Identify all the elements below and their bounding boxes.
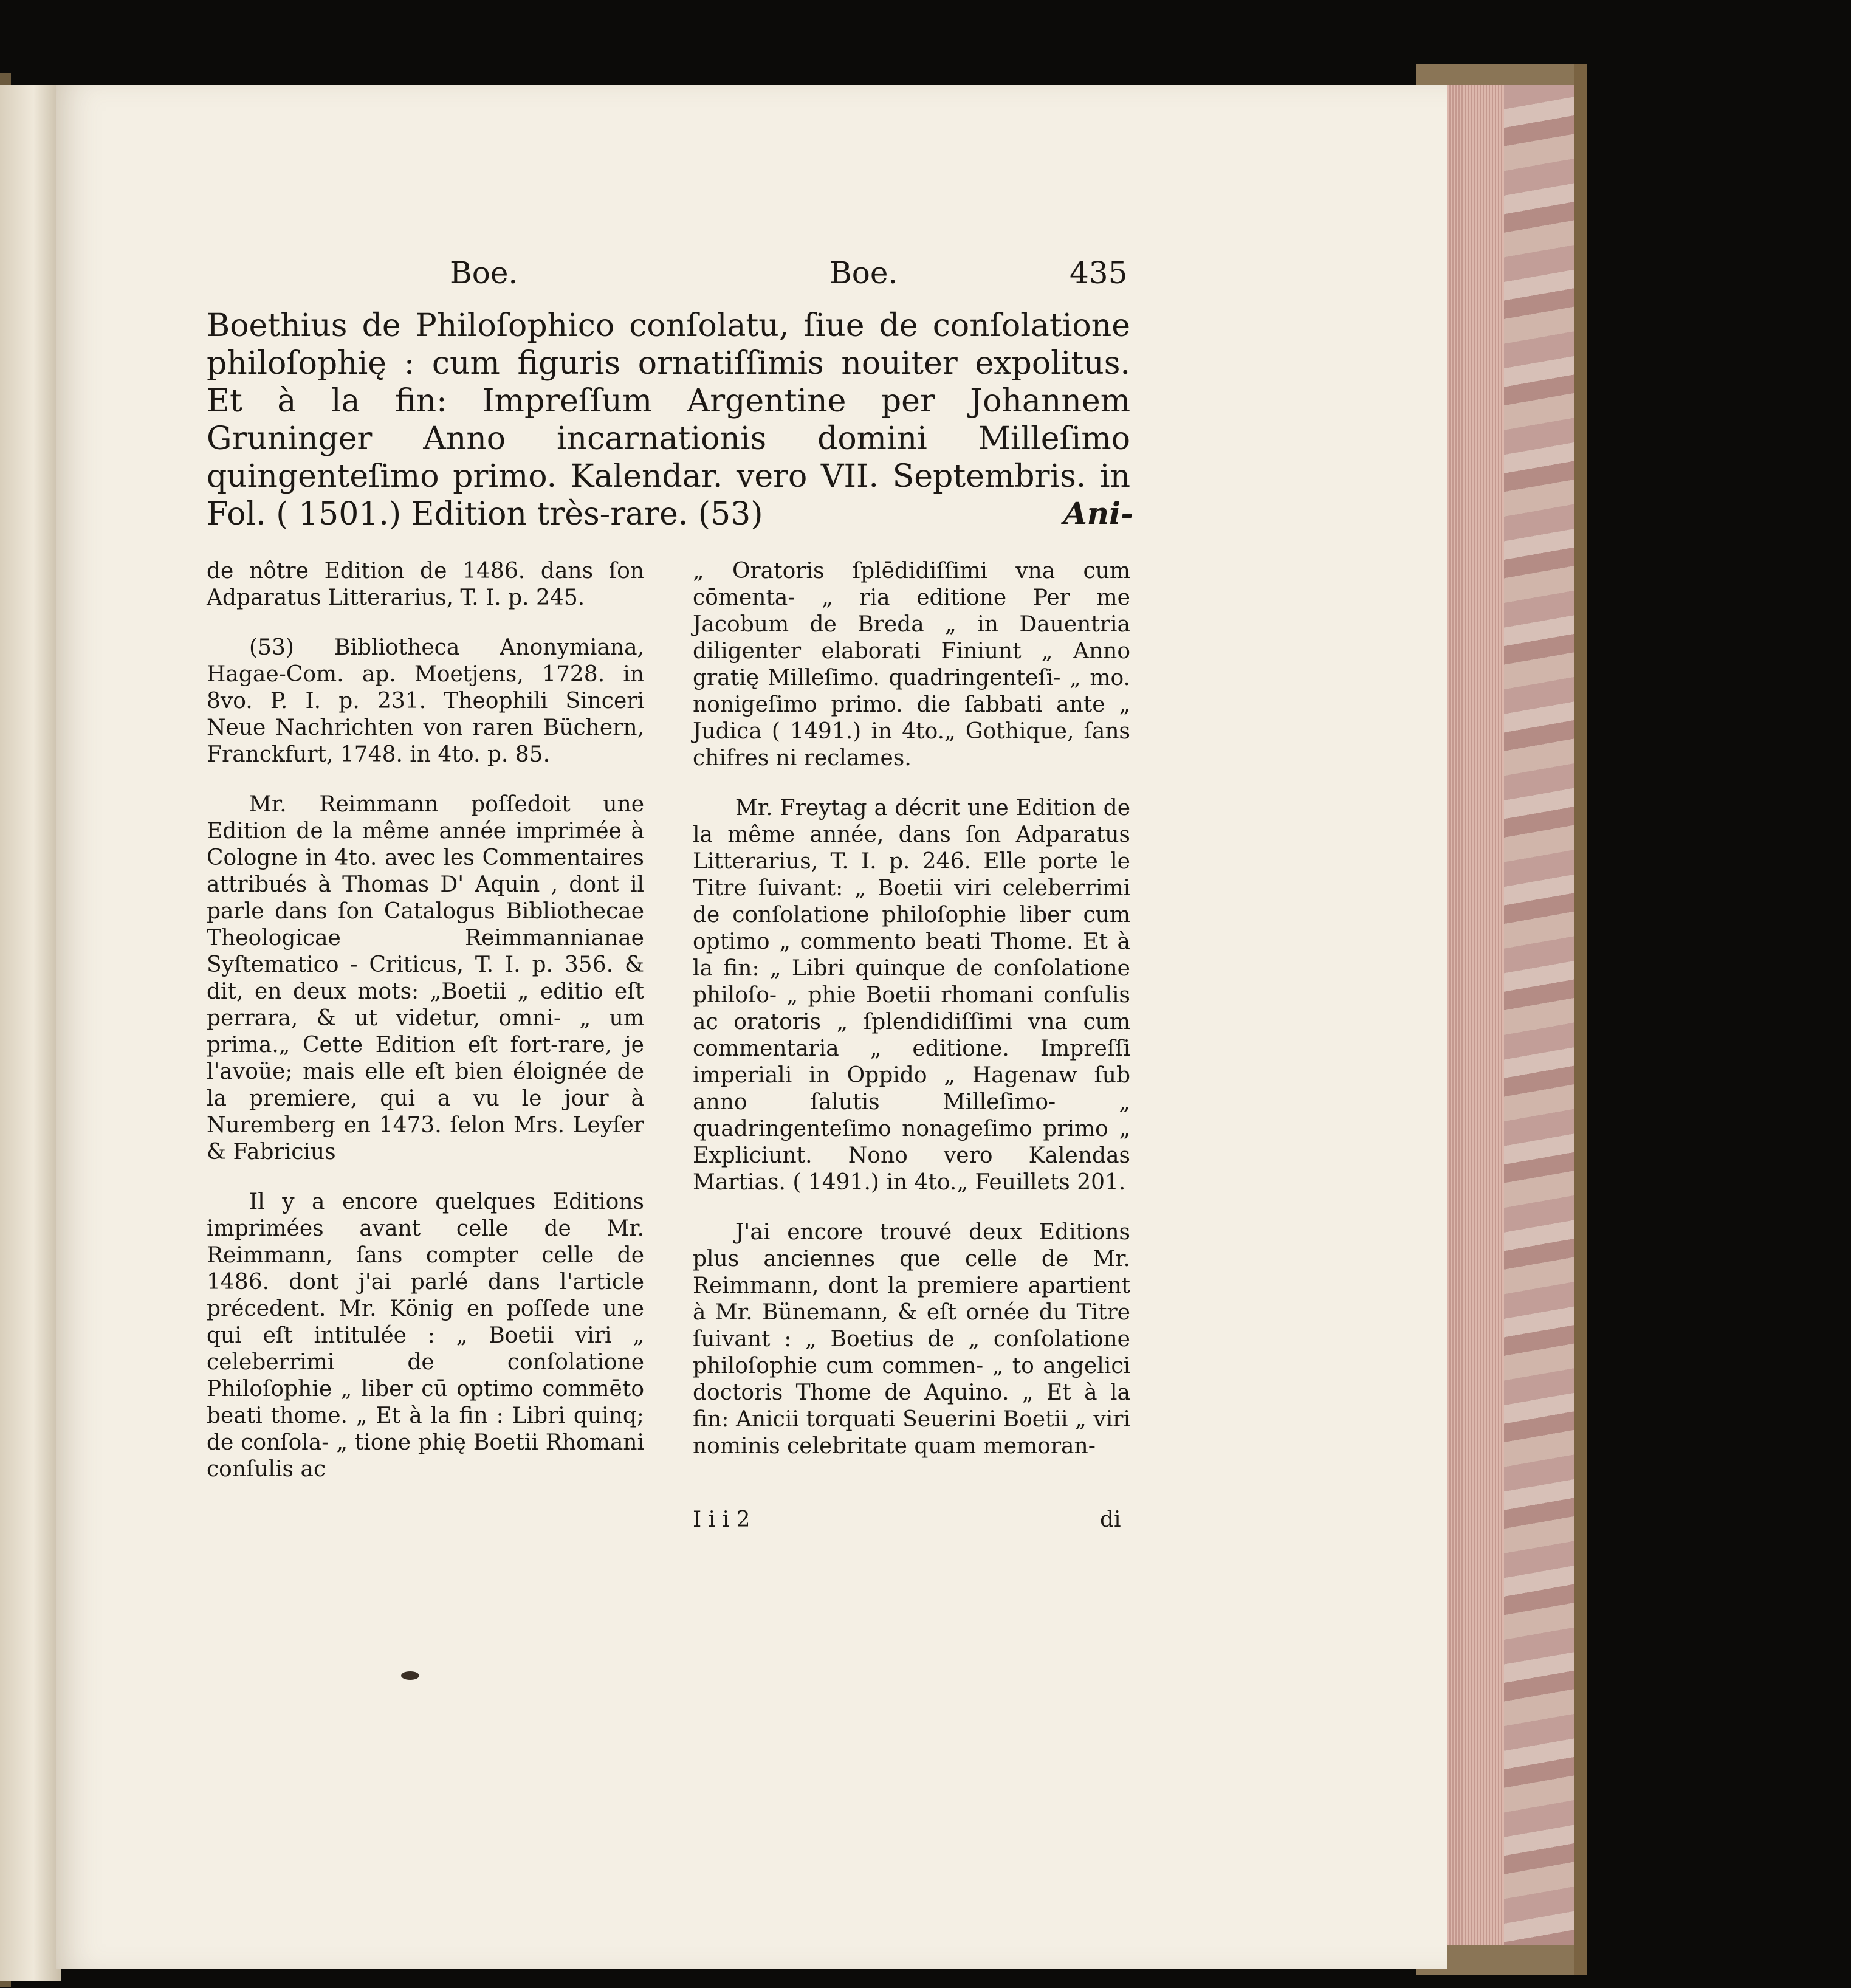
ink-mark-ornament: [401, 1671, 419, 1680]
marbled-endpaper: [1501, 85, 1574, 1945]
right-column: [693, 558, 1130, 1483]
page-number: 435: [1070, 255, 1128, 291]
catchword-top: Ani-: [1063, 495, 1133, 531]
catchword-bottom: di: [1100, 1507, 1121, 1532]
paragraph: de nôtre Edition de 1486. dans ſon Adparatus Litterarius, T. I. p. 245.: [207, 559, 644, 610]
paragraph: „ Oratoris ſplēdidiſſimi vna cum cōmenta- „ ria editione Per me Jacobum de Breda „ in Dauentria diligenter elaborati Finiunt „ Anno gratię Milleſimo. quadringenteſi- „ mo. nonigeſimo primo. die ſabbati ante „ Judica ( 1491.) in 4to.„ Gothique, ſans chifres ni reclames.: [693, 559, 1130, 771]
paragraph: J'ai encore trouvé deux Editions plus anciennes que celle de Mr. Reimmann, dont la premiere apartient à Mr. Bünemann, & eſt ornée du Titre ſuivant : „ Boetius de „ conſolatione philoſophie cum commen- „ to angelici doctoris Thome de Aquino. „ Et à la fin: Anicii torquati Seuerini Boetii „ viri nominis celebritate quam memoran-: [693, 1220, 1130, 1459]
page-block-edge: [1446, 85, 1504, 1945]
running-head-left: Boe.: [450, 255, 518, 291]
leather-board-edge: [1574, 64, 1587, 1975]
running-head-center: Boe.: [829, 255, 898, 291]
footnote-53: (53) Bibliotheca Anonymiana, Hagae-Com. ap. Moetjens, 1728. in 8vo. P. I. p. 231. Theophili Sinceri Neue Nachrichten von raren Büchern, Franckfurt, 1748. in 4to. p. 85.: [207, 635, 644, 767]
left-page-edge: [0, 85, 61, 1981]
left-column: [207, 558, 644, 1506]
title-entry: Boethius de Philoſophico conſolatu, ſiue de conſolatione philoſophię : cum figuris ornatiſſimis nouiter expolitus. Et à la fin: Impreſſum Argentine per Johannem Gruninger Anno incarnationis domini Milleſimo quingenteſimo primo. Kalendar. vero VII. Septembris. in Fol. ( 1501.) Edition très-rare. (53): [207, 308, 1130, 532]
paragraph: Mr. Freytag a décrit une Edition de la même année, dans ſon Adparatus Litterarius, T. I. p. 246. Elle porte le Titre ſuivant: „ Boetii viri celeberrimi de conſolatione philoſophie liber cum optimo „ commento beati Thome. Et à la fin: „ Libri quinque de conſolatione philoſo- „ phie Boetii rhomani conſulis ac oratoris „ ſplendidiſſimi vna cum commentaria „ editione. Impreſſi imperiali in Oppido „ Hagenaw ſub anno ſalutis Milleſimo- „ quadringenteſimo nonageſimo primo „ Expliciunt. Nono vero Kalendas Martias. ( 1491.) in 4to.„ Feuillets 201.: [693, 796, 1130, 1195]
signature-mark: I i i 2: [693, 1507, 750, 1532]
paragraph: Mr. Reimmann poſſedoit une Edition de la même année imprimée à Cologne in 4to. avec les Commentaires attribués à Thomas D' Aquin , dont il parle dans ſon Catalogus Bibliothecae Theologicae Reimmannianae Syſtematico - Criticus, T. I. p. 356. & dit, en deux mots: „Boetii „ editio eſt perrara, & ut videtur, omni- „ um prima.„ Cette Edition eſt fort-rare, je l'avoüe; mais elle eſt bien éloignée de la premiere, qui a vu le jour à Nuremberg en 1473. ſelon Mrs. Leyſer & Fabricius: [207, 792, 644, 1164]
paragraph: Il y a encore quelques Editions imprimées avant celle de Mr. Reimmann, ſans compter celle de 1486. dont j'ai parlé dans l'article précedent. Mr. König en poſſede une qui eſt intitulée : „ Boetii viri „ celeberrimi de conſolatione Philoſophie „ liber cū optimo commēto beati thome. „ Et à la fin : Libri quinq; de conſola- „ tione phię Boetii Rhomani conſulis ac: [207, 1189, 644, 1482]
